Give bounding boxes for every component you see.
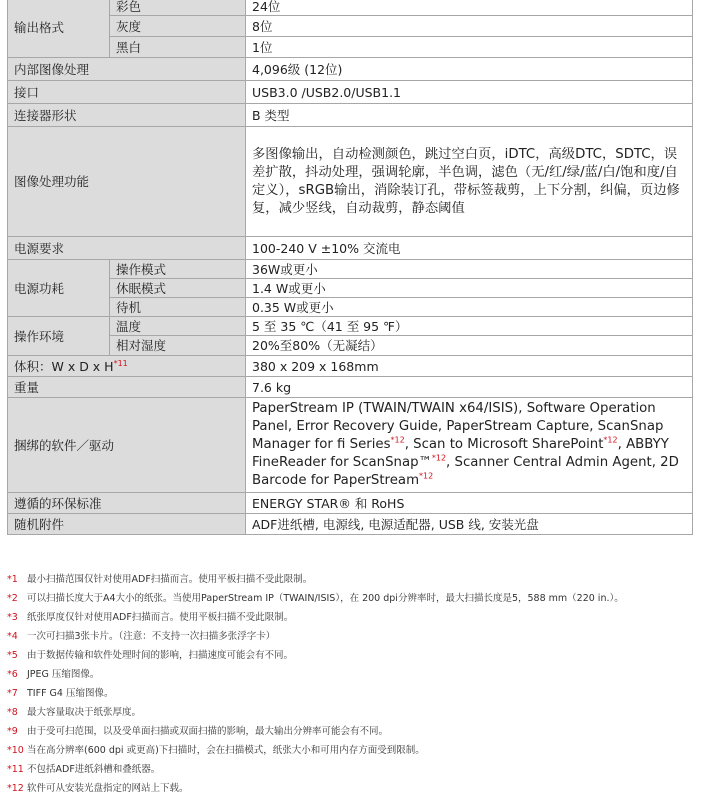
spec-value-accessories: ADF进纸槽, 电源线, 电源适配器, USB 线, 安装光盘 [246, 514, 693, 535]
spec-value-temperature: 5 至 35 ℃（41 至 95 ℉） [246, 317, 693, 336]
footnote-text: 最大容量取决于纸张厚度。 [27, 707, 142, 718]
footnote-text: 由于受可扫范围，以及受单面扫描或双面扫描的影响，最大输出分辨率可能会有不同。 [27, 726, 389, 737]
footnote-text: 不包括ADF进纸斜槽和叠纸器。 [27, 764, 161, 775]
spec-row-dimensions [8, 356, 693, 377]
footnote-ref: *12 [603, 435, 618, 445]
spec-value-weight: 7.6 kg [246, 377, 693, 398]
footnote-mark: *10 [7, 745, 24, 756]
footnote-ref: *12 [390, 435, 405, 445]
software-text: , Scanner Central Admin Agent, 2D Barcode for PaperStream [252, 455, 679, 488]
footnotes [7, 570, 697, 798]
spec-row-power-standby [8, 298, 693, 317]
spec-row-connector [8, 104, 693, 127]
spec-label-output-format: 输出格式 [8, 0, 110, 58]
footnote-item [7, 665, 697, 684]
footnote-mark: *1 [7, 574, 18, 585]
spec-sublabel-gray: 灰度 [110, 16, 246, 37]
software-text: , Scan to Microsoft SharePoint [404, 437, 604, 452]
software-text: PaperStream IP (TWAIN/TWAIN x64/ISIS), Software Operation Panel, Error Recovery Guide, PaperStream Capture, ScanSnap Manager for fi Series [252, 401, 664, 452]
spec-label-environment-standard: 遵循的环保标准 [8, 493, 246, 514]
spec-value-connector: B 类型 [246, 104, 693, 127]
spec-row-output-bw [8, 37, 693, 58]
footnote-ref: *11 [113, 358, 128, 368]
footnote-text: 由于数据传输和软件处理时间的影响，扫描速度可能会有不同。 [27, 650, 294, 661]
footnote-mark: *7 [7, 688, 18, 699]
footnote-mark: *2 [7, 593, 18, 604]
spec-row-internal-processing [8, 58, 693, 81]
spec-row-power-requirement [8, 237, 693, 260]
footnote-mark: *9 [7, 726, 18, 737]
spec-row-accessories [8, 514, 693, 535]
spec-label-software: 捆绑的软件／驱动 [8, 398, 246, 493]
spec-value-image-processing: 多图像输出，自动检测颜色，跳过空白页，iDTC，高级DTC，SDTC，误差扩散，抖动处理，强调轮廓，半色调，滤色（无/红/绿/蓝/白/饱和度/自定义），sRGB输出，消除装订孔，带标签裁剪，上下分割，纠偏，页边修复，减少竖线，自动裁剪，静态阈值 [246, 127, 693, 237]
footnote-item [7, 741, 697, 760]
footnote-item [7, 627, 697, 646]
footnote-text: 纸张厚度仅针对使用ADF扫描而言。使用平板扫描不受此限制。 [27, 612, 294, 623]
spec-label-power-requirement: 电源要求 [8, 237, 246, 260]
footnote-text: 一次可扫描3张卡片。（注意：不支持一次扫描多张浮字卡） [27, 631, 276, 642]
footnote-item [7, 760, 697, 779]
spec-sublabel-operating: 操作模式 [110, 260, 246, 279]
footnote-item [7, 703, 697, 722]
software-text: , ABBYY FineReader for ScanSnap™ [252, 437, 669, 470]
spec-row-power-sleep [8, 279, 693, 298]
footnote-item [7, 779, 697, 798]
spec-value-color: 24位 [246, 0, 693, 16]
footnote-mark: *12 [7, 783, 24, 794]
footnote-text: 最小扫描范围仅针对使用ADF扫描而言。使用平板扫描不受此限制。 [27, 574, 313, 585]
spec-label-power-consumption: 电源功耗 [8, 260, 110, 317]
footnote-text: JPEG 压缩图像。 [27, 669, 100, 680]
spec-row-env-temperature [8, 317, 693, 336]
spec-row-image-processing [8, 127, 693, 237]
spec-value-operating: 36W或更小 [246, 260, 693, 279]
spec-row-power-operating [8, 260, 693, 279]
footnote-mark: *6 [7, 669, 18, 680]
spec-row-env-humidity [8, 336, 693, 356]
spec-sublabel-humidity: 相对湿度 [110, 336, 246, 356]
spec-label-image-processing: 图像处理功能 [8, 127, 246, 237]
spec-row-environment-standard [8, 493, 693, 514]
footnote-mark: *4 [7, 631, 18, 642]
footnote-mark: *5 [7, 650, 18, 661]
spec-row-software [8, 398, 693, 493]
spec-value-standby: 0.35 W或更小 [246, 298, 693, 317]
spec-sublabel-standby: 待机 [110, 298, 246, 317]
spec-row-output-gray [8, 16, 693, 37]
footnote-text: 可以扫描长度大于A4大小的纸张。当使用PaperStream IP（TWAIN/ISIS），在 200 dpi分辨率时，最大扫描长度是5，588 mm（220 in.）。 [27, 593, 624, 604]
spec-value-gray: 8位 [246, 16, 693, 37]
footnote-item [7, 722, 697, 741]
footnote-ref: *12 [419, 471, 434, 481]
spec-label-weight: 重量 [8, 377, 246, 398]
footnote-mark: *3 [7, 612, 18, 623]
spec-value-internal-processing: 4,096级 (12位) [246, 58, 693, 81]
spec-row-output-color [8, 0, 693, 16]
spec-row-weight [8, 377, 693, 398]
spec-label-dimensions [8, 356, 246, 377]
spec-table [7, 0, 693, 535]
footnote-item [7, 646, 697, 665]
footnote-item [7, 570, 697, 589]
footnote-text: 软件可从安装光盘指定的网站上下载。 [27, 783, 189, 794]
spec-sublabel-sleep: 休眠模式 [110, 279, 246, 298]
spec-value-power-requirement: 100-240 V ±10% 交流电 [246, 237, 693, 260]
footnote-mark: *11 [7, 764, 24, 775]
spec-value-software [246, 398, 693, 493]
spec-sublabel-bw: 黑白 [110, 37, 246, 58]
footnote-item [7, 608, 697, 627]
spec-sublabel-temperature: 温度 [110, 317, 246, 336]
footnote-text: TIFF G4 压缩图像。 [27, 688, 114, 699]
spec-sublabel-color: 彩色 [110, 0, 246, 16]
spec-value-environment-standard: ENERGY STAR® 和 RoHS [246, 493, 693, 514]
spec-label-environment: 操作环境 [8, 317, 110, 356]
spec-label-internal-processing: 内部图像处理 [8, 58, 246, 81]
spec-value-bw: 1位 [246, 37, 693, 58]
spec-value-humidity: 20%至80%（无凝结） [246, 336, 693, 356]
spec-label-connector: 连接器形状 [8, 104, 246, 127]
spec-value-dimensions: 380 x 209 x 168mm [246, 356, 693, 377]
spec-label-interface: 接口 [8, 81, 246, 104]
dimensions-label-text: 体积：W x D x H [14, 358, 114, 374]
footnote-mark: *8 [7, 707, 18, 718]
footnote-ref: *12 [431, 453, 447, 463]
spec-value-sleep: 1.4 W或更小 [246, 279, 693, 298]
spec-label-accessories: 随机附件 [8, 514, 246, 535]
footnote-item [7, 589, 697, 608]
spec-value-interface: USB3.0 /USB2.0/USB1.1 [246, 81, 693, 104]
spec-row-interface [8, 81, 693, 104]
footnote-text: 当在高分辨率(600 dpi 或更高)下扫描时，会在扫描模式，纸张大小和可用内存方面受到限制。 [27, 745, 425, 756]
footnote-item [7, 684, 697, 703]
